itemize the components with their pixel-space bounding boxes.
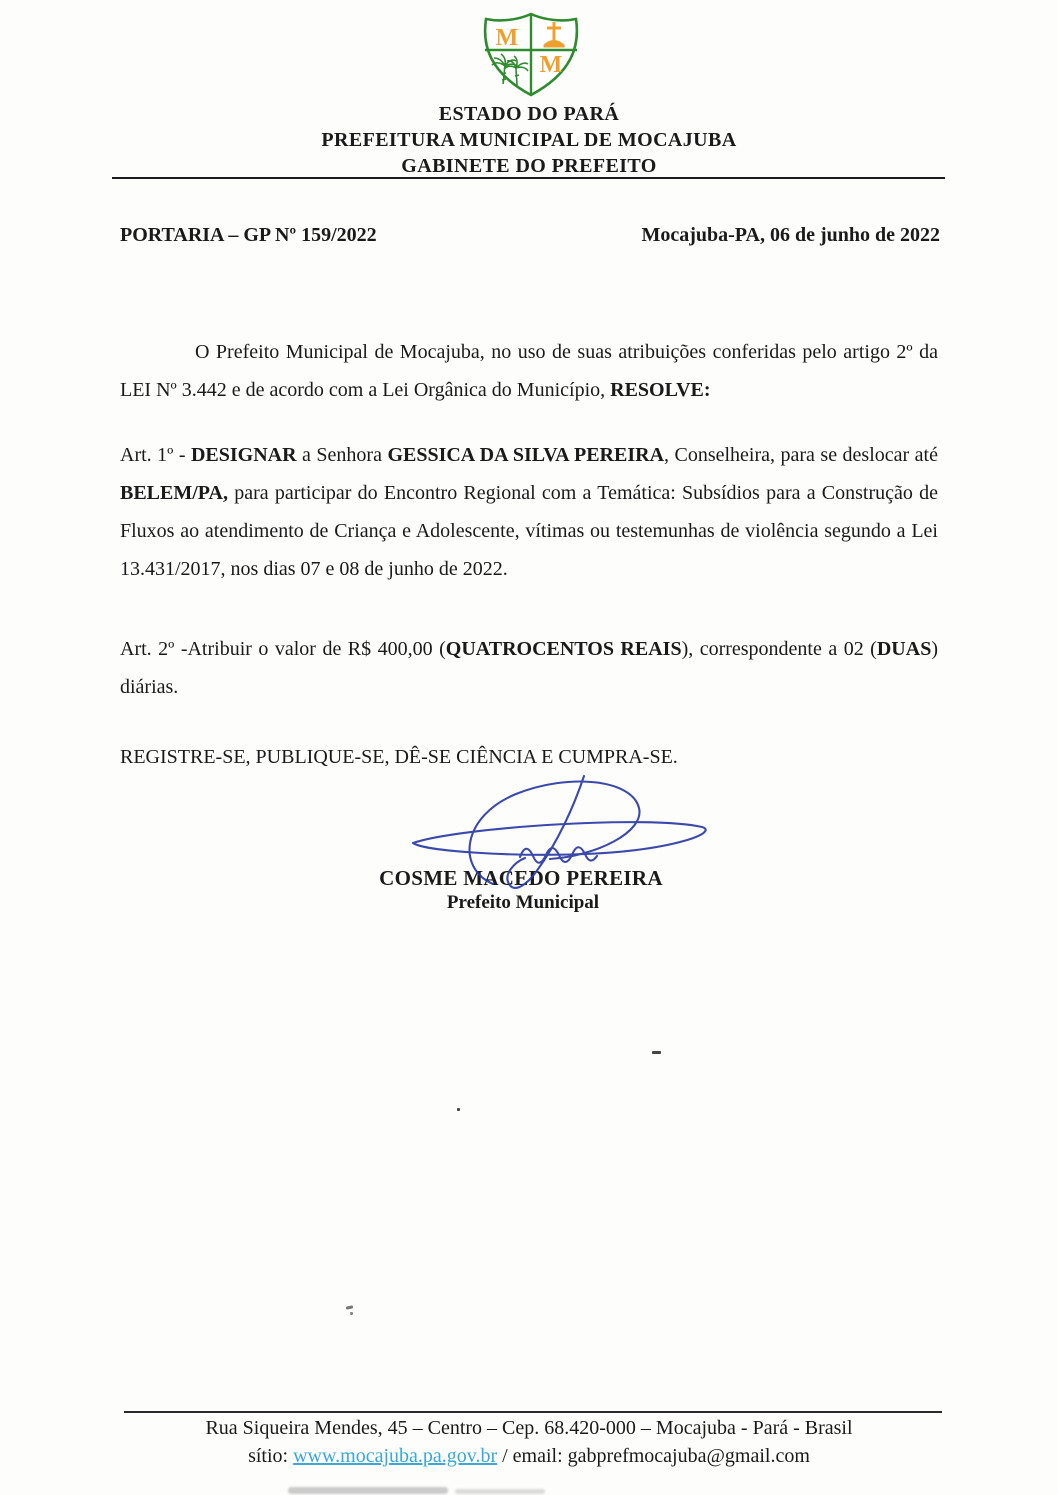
scan-artifact-speck: [652, 1051, 661, 1054]
art1-designar: DESIGNAR: [190, 444, 297, 466]
footer-address: Rua Siqueira Mendes, 45 – Centro – Cep. 68.420-000 – Mocajuba - Pará - Brasil: [205, 1417, 853, 1439]
footer-contacts: [0, 1445, 1058, 1468]
scan-artifact-speck: [457, 1108, 460, 1111]
signer-name: COSME MACEDO PEREIRA: [379, 866, 663, 890]
footer-site-label: sítio:: [248, 1445, 294, 1467]
crest-letter-m-topleft: M: [495, 25, 519, 51]
footer-divider-line: [124, 1411, 942, 1413]
paragraph-article-1: [120, 436, 938, 588]
letterhead-office: GABINETE DO PREFEITO: [401, 155, 657, 177]
art1-destination: BELEM/PA,: [120, 482, 228, 504]
scan-artifact-speck: [350, 1312, 353, 1315]
art2-amount-words: QUATROCENTOS REAIS: [445, 638, 682, 660]
municipal-crest-icon: [476, 10, 586, 100]
art2-text-a: Art. 2º -Atribuir o valor de R$ 400,00 (: [120, 638, 446, 660]
art1-text-a: a Senhora: [296, 444, 388, 466]
paragraph-closing: REGISTRE-SE, PUBLIQUE-SE, DÊ-SE CIÊNCIA E CUMPRA-SE.: [120, 746, 678, 768]
place-and-date: Mocajuba-PA, 06 de junho de 2022: [641, 224, 940, 246]
art2-text-b: ), correspondente a 02 (: [681, 638, 877, 660]
paragraph-article-2: [120, 630, 938, 706]
art1-text-c: para participar do Encontro Regional com a Temática: Subsídios para a Construção de Fluxos ao atendimento de Criança e Adolescente, vítimas ou testemunhas de violência segundo a Lei 13.431/2017, nos dias 07 e 08 de junho de 2022.: [120, 482, 938, 580]
footer-separator: / email:: [497, 1445, 568, 1467]
scan-artifact-smudge: [455, 1489, 545, 1494]
art1-text-b: , Conselheira, para se deslocar até: [664, 444, 938, 466]
scan-artifact-smudge: [288, 1487, 448, 1494]
preamble-resolve: RESOLVE:: [610, 379, 711, 401]
art2-text-c: ) diárias.: [120, 638, 938, 698]
letterhead-state: ESTADO DO PARÁ: [438, 103, 620, 125]
paragraph-preamble: [120, 333, 938, 409]
art2-days-words: DUAS: [876, 638, 932, 660]
header-divider-line: [112, 177, 945, 179]
scan-artifact-speck: [346, 1305, 353, 1309]
crest-letter-m-bottomright: M: [539, 52, 563, 78]
preamble-text: O Prefeito Municipal de Mocajuba, no uso de suas atribuições conferidas pelo artigo 2º da LEI Nº 3.442 e de acordo com a Lei Orgânica do Município,: [120, 341, 938, 401]
portaria-number: PORTARIA – GP Nº 159/2022: [120, 224, 377, 246]
letterhead: [0, 101, 1058, 179]
reference-row: [120, 224, 940, 247]
footer-site-link[interactable]: www.mocajuba.pa.gov.br: [293, 1445, 498, 1467]
footer-email: gabprefmocajuba@gmail.com: [567, 1445, 810, 1467]
letterhead-municipality: PREFEITURA MUNICIPAL DE MOCAJUBA: [321, 129, 737, 151]
signer-title: Prefeito Municipal: [446, 892, 600, 913]
art1-label: Art. 1º -: [120, 444, 191, 466]
art1-person-name: GESSICA DA SILVA PEREIRA: [387, 444, 665, 466]
